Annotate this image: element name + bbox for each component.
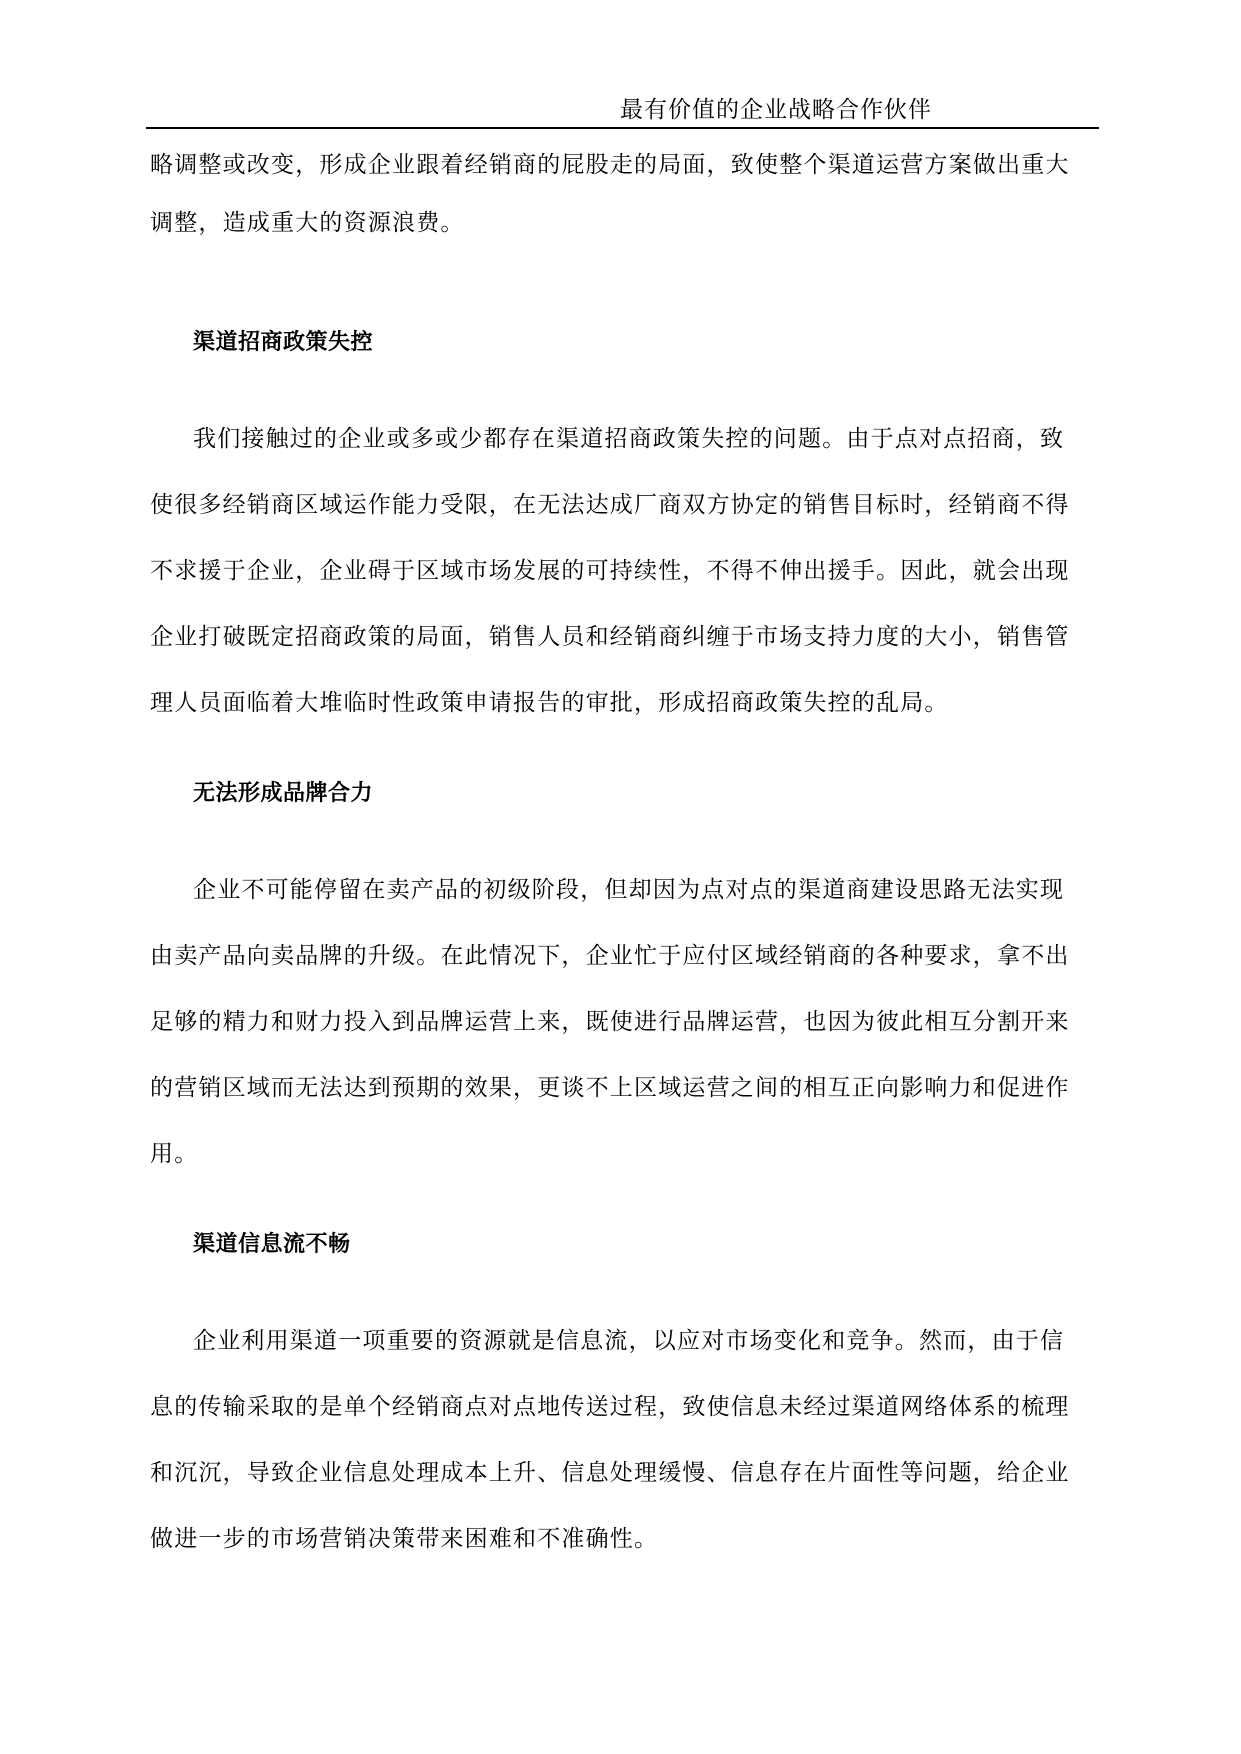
section-heading: 无法形成品牌合力 <box>193 781 374 806</box>
section-heading: 渠道信息流不畅 <box>193 1232 351 1257</box>
paragraph-line: 使很多经销商区域运作能力受限，在无法达成厂商双方协定的销售目标时，经销商不得 <box>150 492 1070 518</box>
paragraph-line: 用。 <box>150 1141 199 1167</box>
page-header-title: 最有价值的企业战略合作伙伴 <box>620 97 932 123</box>
paragraph-line: 息的传输采取的是单个经销商点对点地传送过程，致使信息未经过渠道网络体系的梳理 <box>150 1394 1070 1420</box>
paragraph-line: 足够的精力和财力投入到品牌运营上来，既使进行品牌运营，也因为彼此相互分割开来 <box>150 1009 1070 1035</box>
paragraph-line: 调整，造成重大的资源浪费。 <box>150 210 465 236</box>
header-divider <box>146 127 1099 129</box>
paragraph-line: 不求援于企业，企业碍于区域市场发展的可持续性，不得不伸出援手。因此，就会出现 <box>150 558 1070 584</box>
paragraph-line: 企业不可能停留在卖产品的初级阶段，但却因为点对点的渠道商建设思路无法实现 <box>193 877 1065 903</box>
paragraph-line: 的营销区域而无法达到预期的效果，更谈不上区域运营之间的相互正向影响力和促进作 <box>150 1075 1070 1101</box>
paragraph-line: 企业打破既定招商政策的局面，销售人员和经销商纠缠于市场支持力度的大小，销售管 <box>150 624 1070 650</box>
paragraph-line: 做进一步的市场营销决策带来困难和不准确性。 <box>150 1526 659 1552</box>
paragraph-line: 略调整或改变，形成企业跟着经销商的屁股走的局面，致使整个渠道运营方案做出重大 <box>150 152 1070 178</box>
paragraph-line: 企业利用渠道一项重要的资源就是信息流，以应对市场变化和竞争。然而，由于信 <box>193 1328 1065 1354</box>
paragraph-line: 理人员面临着大堆临时性政策申请报告的审批，形成招商政策失控的乱局。 <box>150 690 949 716</box>
paragraph-line: 和沉沉，导致企业信息处理成本上升、信息处理缓慢、信息存在片面性等问题，给企业 <box>150 1460 1070 1486</box>
paragraph-line: 由卖产品向卖品牌的升级。在此情况下，企业忙于应付区域经销商的各种要求，拿不出 <box>150 943 1070 969</box>
paragraph-line: 我们接触过的企业或多或少都存在渠道招商政策失控的问题。由于点对点招商，致 <box>193 426 1065 452</box>
section-heading: 渠道招商政策失控 <box>193 330 374 355</box>
